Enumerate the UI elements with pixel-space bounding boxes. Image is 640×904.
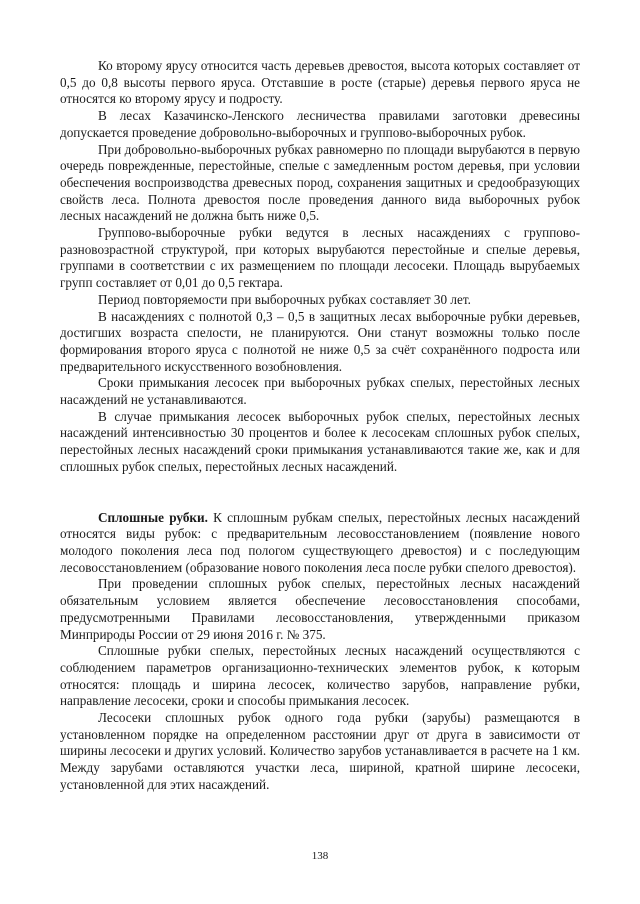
section-spacer bbox=[60, 476, 580, 510]
paragraph-adjacency-terms: Сроки примыкания лесосек при выборочных рубках спелых, перестойных лесных насаждений не устанавливаются. bbox=[60, 375, 580, 408]
paragraph-clear-cutting bbox=[60, 510, 580, 577]
section-heading-continuation: К сплошным рубкам спелых, перестойных лесных насаждений относятся виды рубок: с предварительным лесовосстановлением (появление нового молодого поколения леса под пологом существующего древостоя) и с последующим лесовосстановлением (образование нового поколения леса после рубки спелого древостоя). bbox=[60, 509, 580, 575]
paragraph-kazachinsko-lensky: В лесах Казачинско-Ленского лесничества правилами заготовки древесины допускается проведение добровольно-выборочных и группово-выборочных рубок. bbox=[60, 108, 580, 140]
paragraph-repeat-period: Период повторяемости при выборочных рубках составляет 30 лет. bbox=[98, 291, 471, 307]
paragraph-voluntary-selective: При добровольно-выборочных рубках равномерно по площади вырубаются в первую очередь поврежденные, перестойные, спелые с замедленным ростом деревья, при условии обеспечения воспроизводства древесных пород, сохранения защитных и средообразующих свойств леса. Полнота древостоя после проведения данного вида выборочных рубок лесных насаждений не должна быть ниже 0,5. bbox=[60, 141, 580, 224]
paragraph-reforestation: При проведении сплошных рубок спелых, перестойных лесных насаждений обязательным условием является обеспечение лесовосстановления способами, предусмотренными Правилами лесовосстановления, утвержденными приказом Минприроды России от 29 июня 2016 г. № 375. bbox=[60, 576, 580, 642]
paragraph-adjacency-case: В случае примыкания лесосек выборочных рубок спелых, перестойных лесных насаждений интенсивностью 30 процентов и более к лесосекам сплошных рубок спелых, перестойных лесных насаждений сроки примыкания устанавливаются такие же, как и для сплошных рубок спелых, перестойных лесных насаждений. bbox=[60, 408, 580, 474]
paragraph-second-tier: Ко второму ярусу относится часть деревьев древостоя, высота которых составляет от 0,5 до 0,8 высоты первого яруса. Отставшие в росте (старые) деревья первого яруса не относятся ко второму ярусу и подросту. bbox=[60, 58, 580, 107]
page-number: 138 bbox=[311, 850, 329, 862]
body-text bbox=[60, 58, 580, 794]
paragraph-parameters: Сплошные рубки спелых, перестойных лесных насаждений осуществляются с соблюдением параметров организационно-технических элементов рубок, к которым относятся: площадь и ширина лесосек, количество зарубов, направление рубки, направление лесосеки, сроки и способы примыкания лесосек. bbox=[60, 643, 580, 709]
paragraph-cutting-areas: Лесосеки сплошных рубок одного года рубки (зарубы) размещаются в установленном порядке на определенном расстоянии друг от друга в зависимости от ширины лесосеки и других условий. Количество зарубов устанавливается в расчете на 1 км. Между зарубами оставляются участки леса, шириной, кратной ширине лесосеки, установленной для этих насаждений. bbox=[60, 710, 580, 792]
section-heading: Сплошные рубки. bbox=[98, 509, 208, 525]
paragraph-group-selective: Группово-выборочные рубки ведутся в лесных насаждениях с группово-разновозрастной структурой, при которых вырубаются перестойные и спелые деревья, группами в соответствии с их размещением по площади лесосеки. Площадь вырубаемых групп составляет от 0,01 до 0,5 гектара. bbox=[60, 225, 580, 291]
paragraph-density: В насаждениях с полнотой 0,3 – 0,5 в защитных лесах выборочные рубки деревьев, достигших возраста спелости, не планируются. Они станут возможны только после формирования второго яруса с полнотой не ниже 0,5 за счёт сохранённого подроста или предварительного искусственного возобновления. bbox=[60, 308, 580, 374]
